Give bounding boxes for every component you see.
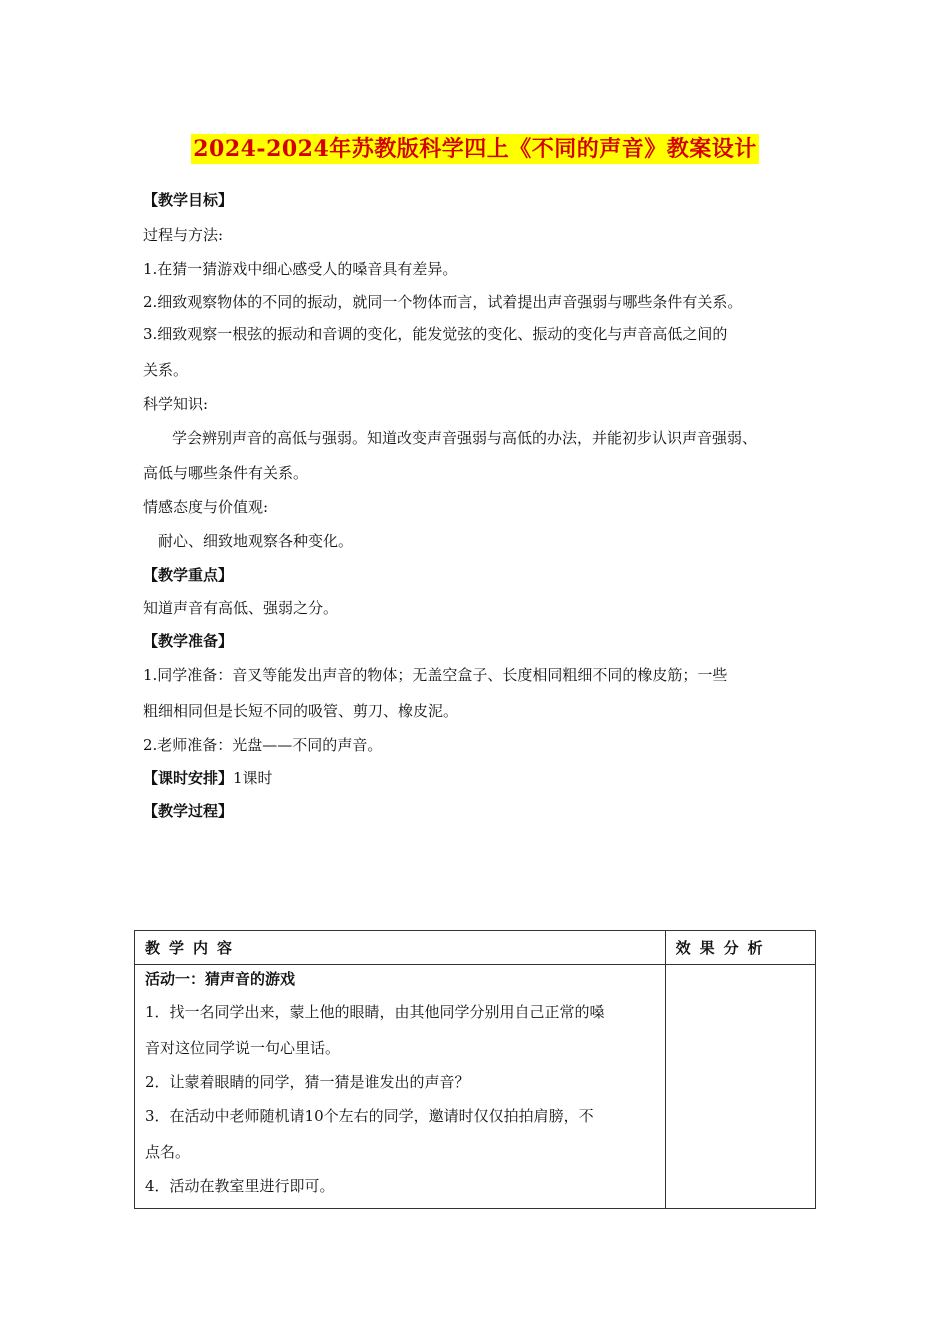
header-effect-cell [665,931,815,965]
lesson-plan-table [134,930,816,1209]
process-item-2: 2.细致观察物体的不同的振动，就同一个物体而言，试着提出声音强弱与哪些条件有关系。 [143,293,743,311]
header-content-cell [135,931,666,965]
activity-line-3: 2．让蒙着眼睛的同学，猜一猜是谁发出的声音？ [145,1073,470,1091]
table-header-row [135,931,816,965]
table-row [135,965,816,1209]
preparation-item-1a: 1.同学准备：音叉等能发出声音的物体；无盖空盒子、长度相同粗细不同的橡皮筋；一些 [143,666,728,684]
knowledge-text-b: 高低与哪些条件有关系。 [143,464,309,482]
activity-line-2: 音对这位同学说一句心里话。 [145,1039,341,1057]
activity-line-4: 3．在活动中老师随机请10个左右的同学，邀请时仅仅拍拍肩膀，不 [145,1107,594,1125]
process-item-3a: 3.细致观察一根弦的振动和音调的变化，能发觉弦的变化、振动的变化与声音高低之间的 [143,325,728,343]
key-points-heading: 【教学重点】 [143,566,234,584]
schedule-row [143,768,273,788]
process-item-3b: 关系。 [143,361,189,379]
knowledge-text-a: 学会辨别声音的高低与强弱。知道改变声音强弱与高低的办法，并能初步认识声音强弱、 [172,429,758,447]
header-effect-label: 效果分析 [675,939,772,957]
activity-title: 活动一：猜声音的游戏 [145,970,296,988]
header-content-label: 教学内容 [145,939,242,957]
activity-cell [135,965,666,1209]
objectives-heading: 【教学目标】 [143,191,234,209]
preparation-item-2: 2.老师准备：光盘——不同的声音。 [143,736,383,754]
process-heading: 【教学过程】 [143,802,234,820]
activity-line-6: 4．活动在教室里进行即可。 [145,1177,335,1195]
key-points-text: 知道声音有高低、强弱之分。 [143,599,339,617]
schedule-value: 1课时 [233,769,273,787]
activity-line-1: 1．找一名同学出来，蒙上他的眼睛，由其他同学分别用自己正常的嗓 [145,1003,605,1021]
emotion-text: 耐心、细致地观察各种变化。 [158,532,354,550]
process-item-1: 1.在猜一猜游戏中细心感受人的嗓音具有差异。 [143,260,458,278]
preparation-heading: 【教学准备】 [143,632,234,650]
preparation-item-1b: 粗细相同但是长短不同的吸管、剪刀、橡皮泥。 [143,702,459,720]
document-title: 2024-2024年苏教版科学四上《不同的声音》教案设计 [193,136,757,162]
activity-line-5: 点名。 [145,1143,191,1161]
emotion-label: 情感态度与价值观: [143,498,269,516]
title-row [0,134,950,164]
schedule-heading: 【课时安排】 [143,769,234,787]
process-method-label: 过程与方法: [143,226,224,244]
effect-analysis-cell [665,965,815,1209]
knowledge-label: 科学知识: [143,395,209,413]
